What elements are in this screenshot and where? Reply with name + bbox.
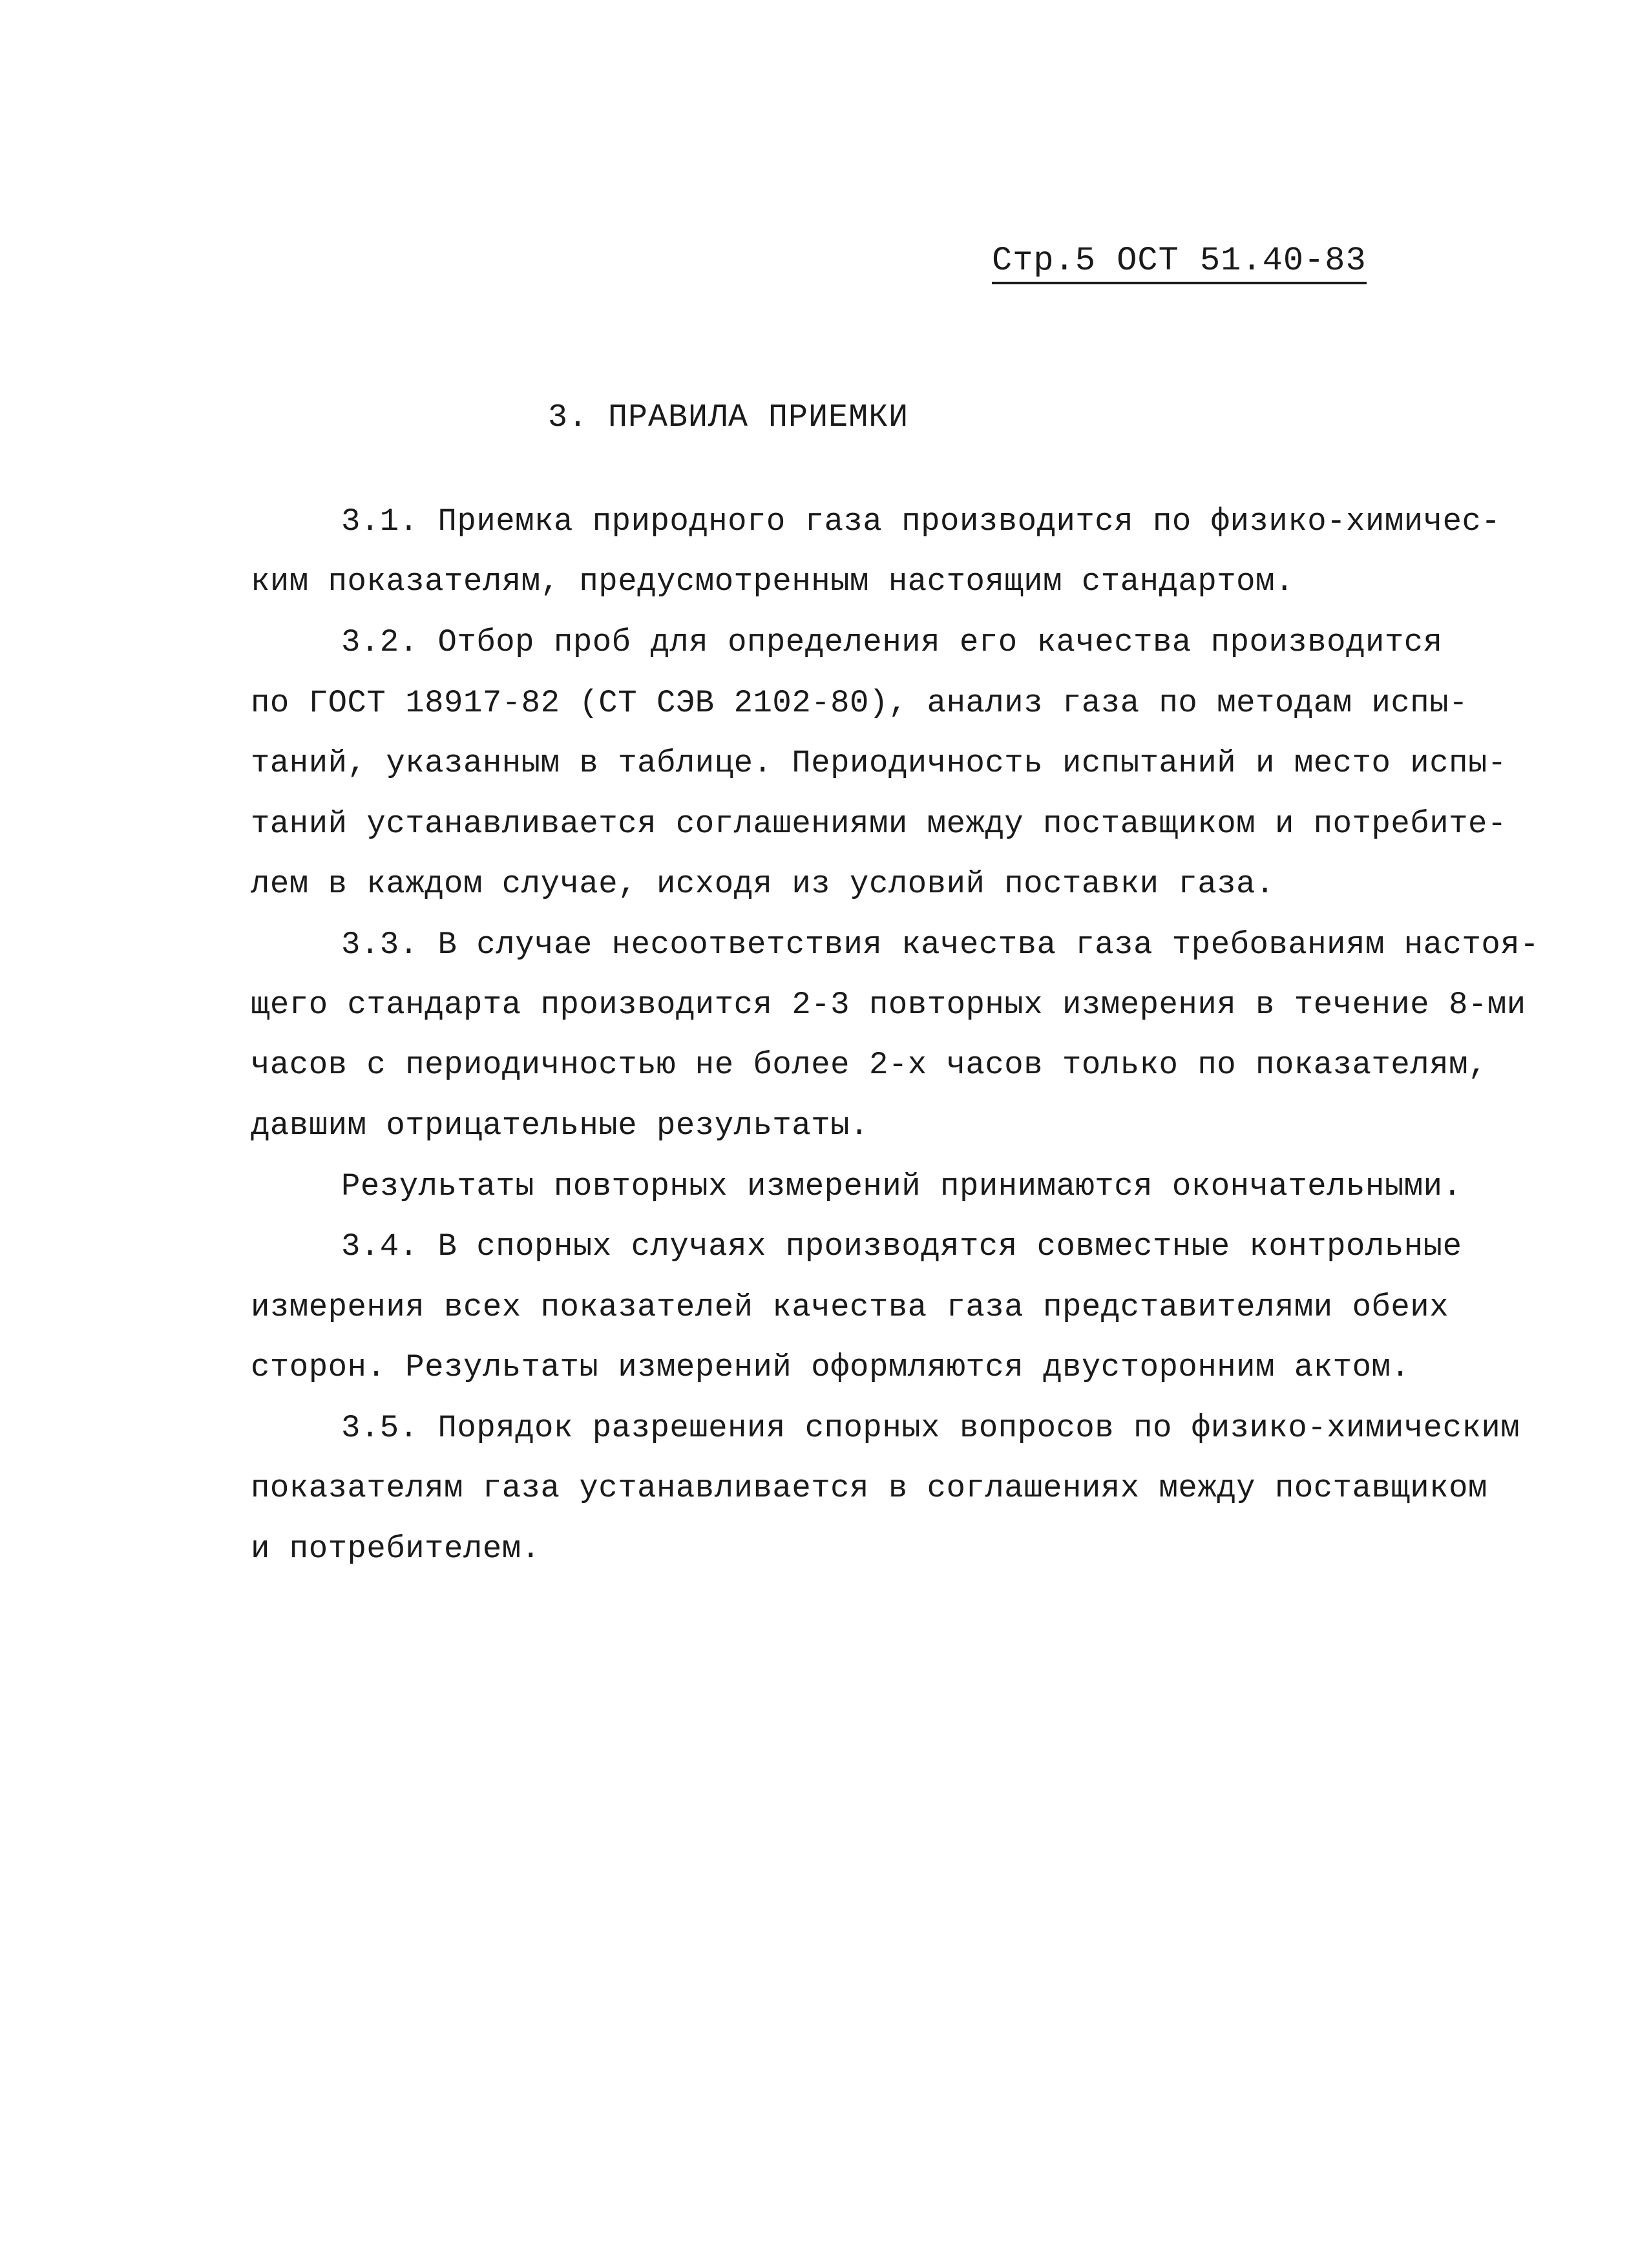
paragraph-line: давшим отрицательные результаты. [251,1108,869,1144]
paragraph-line: щего стандарта производится 2-3 повторных измерения в течение 8-ми [251,987,1526,1023]
paragraph-line: 3.5. Порядок разрешения спорных вопросов по физико-химическим [341,1410,1520,1446]
paragraph-line: измерения всех показателей качества газа представителями обеих [251,1289,1449,1325]
paragraph-line: Результаты повторных измерений принимаются окончательными. [341,1168,1462,1204]
paragraph-line: лем в каждом случае, исходя из условий поставки газа. [251,866,1275,902]
paragraph-line: показателям газа устанавливается в соглашениях между поставщиком [251,1470,1487,1506]
paragraph-line: 3.3. В случае несоответствия качества газа требованиям настоя- [341,927,1540,963]
paragraph-line: таний, указанным в таблице. Периодичность испытаний и место испы- [251,745,1507,781]
paragraph-line: и потребителем. [251,1531,541,1567]
paragraph-line: 3.4. В спорных случаях производятся совместные контрольные [341,1228,1462,1265]
paragraph-line: 3.2. Отбор проб для определения его качества производится [341,624,1443,660]
paragraph-line: сторон. Результаты измерений оформляются двусторонним актом. [251,1349,1411,1385]
paragraph-line: часов с периодичностью не более 2-х часов только по показателям, [251,1047,1487,1083]
section-title: 3. ПРАВИЛА ПРИЕМКИ [548,399,909,436]
paragraph-line: 3.1. Приемка природного газа производится по физико-химичес- [341,503,1501,540]
paragraph-line: таний устанавливается соглашениями между поставщиком и потребите- [251,806,1507,842]
paragraph-line: ким показателям, предусмотренным настоящим стандартом. [251,563,1294,600]
paragraph-line: по ГОСТ 18917-82 (СТ СЭВ 2102-80), анализ газа по методам испы- [251,685,1469,721]
page-reference-header: Стр.5 ОСТ 51.40-83 [992,244,1367,284]
